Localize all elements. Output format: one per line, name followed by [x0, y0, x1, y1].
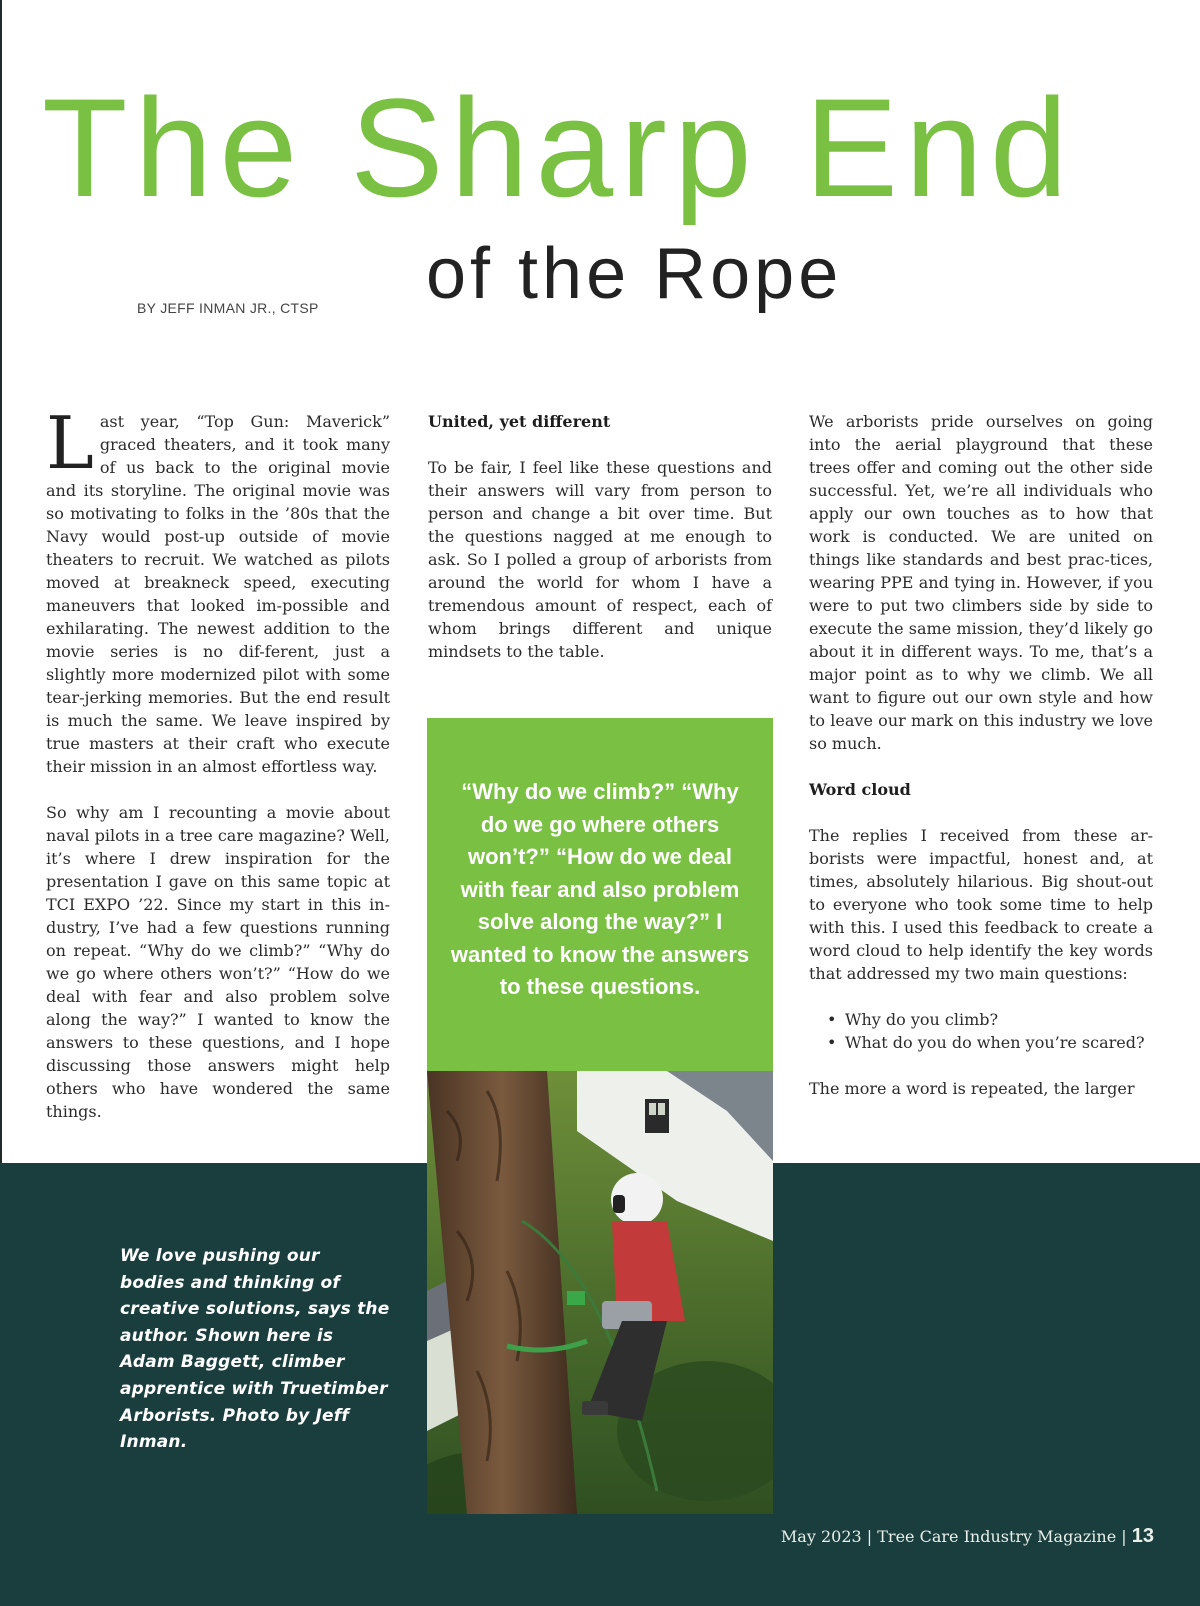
- headline-subtitle: of the Rope: [426, 234, 843, 314]
- section-heading: United, yet different: [428, 412, 611, 431]
- photo-caption: We love pushing our bodies and thinking of creative solutions, says the author. Shown here is Adam Baggett, climber apprentice with Truetimber Arborists. Photo by Jeff Inman.: [120, 1246, 390, 1453]
- page-edge-rule: [0, 0, 2, 1163]
- page-number: 13: [1131, 1525, 1154, 1547]
- paragraph: The replies I received from these ar-borists were impactful, honest and, at times, absolutely hilarious. Big shout-out to everyone who took some time to help with this. I used this feedback to create a word cloud to help identify the key words that addressed my two main questions:: [809, 826, 1153, 983]
- question-list: [827, 1008, 1153, 1054]
- list-item: • Why do you climb?: [827, 1008, 1153, 1031]
- headline: The Sharp End: [42, 69, 1075, 226]
- climber-photo: [427, 1071, 773, 1514]
- byline: BY JEFF INMAN JR., CTSP: [137, 300, 319, 316]
- paragraph: To be fair, I feel like these questions and their answers will vary from person to person and change a bit over time. But the questions nagged at me enough to ask. So I polled a group of arborists from around the world for whom I have a tremendous amount of respect, each of whom brings different and unique mindsets to the table.: [428, 458, 772, 661]
- list-item: • What do you do when you’re scared?: [827, 1031, 1153, 1054]
- paragraph: [46, 401, 390, 778]
- article-column-2: [428, 410, 772, 663]
- paragraph: So why am I recounting a movie about naval pilots in a tree care magazine? Well, it’s where I drew inspiration for the presentation I gave on this same topic at TCI EXPO ’22. Since my start in this in-dustry, I’ve had a few questions running on repeat. “Why do we climb?” “Why do we go where others won’t?” “How do we deal with fear and also problem solve along the way?” I wanted to know the answers to these questions, and I hope discussing those answers might help others who have wondered the same things.: [46, 803, 390, 1121]
- paragraph: The more a word is repeated, the larger: [809, 1079, 1135, 1098]
- paragraph-text: ast year, “Top Gun: Maverick” graced theaters, and it took many of us back to the original movie and its storyline. The original movie was so motivating to folks in the ’80s that the Navy would post-up outside of movie theaters to recruit. We watched as pilots moved at breakneck speed, executing maneuvers that looked im-possible and exhilarating. The newest addition to the movie series is no dif-ferent, just a slightly more modernized pilot with some tear-jerking memories. But the end result is much the same. We leave inspired by true masters at their craft who execute their mission in an almost effortless way.: [46, 412, 390, 776]
- article-column-3: [809, 410, 1153, 1100]
- pullquote: “Why do we climb?” “Why do we go where others won’t?” “How do we deal with fear and also problem solve along the way?” I wanted to know the answers to these questions.: [450, 779, 750, 999]
- paragraph: We arborists pride ourselves on going into the aerial playground that these trees offer and coming out the other side successful. Yet, we’re all individuals who apply our own touches as to how that work is conducted. We are united on things like standards and best prac-tices, wearing PPE and tying in. However, if you were to put two climbers side by side to execute the same mission, they’d likely go about it in different ways. To me, that’s a major point as to why we climb. We all want to figure out our own style and how to leave our mark on this industry we love so much.: [809, 412, 1153, 753]
- climber-photo-illustration: [427, 1071, 773, 1514]
- section-heading: Word cloud: [809, 780, 911, 799]
- article-column-1: [46, 401, 390, 1123]
- drop-cap: L: [46, 401, 94, 485]
- page-footer: [781, 1525, 1154, 1548]
- footer-text: May 2023 | Tree Care Industry Magazine |: [780, 1527, 1132, 1546]
